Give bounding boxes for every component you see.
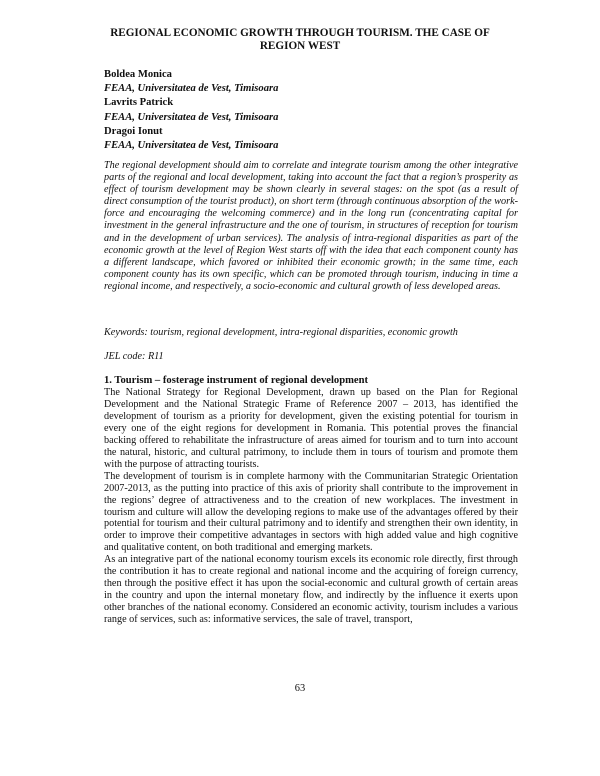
author-list	[104, 68, 524, 153]
body-text	[104, 387, 518, 626]
body-paragraph: As an integrative part of the national economy tourism excels its economic role directly, first through the contribution it has to create regional and national income and the acquiring of foreign currency, then through the positive effect it has upon the social-economic and cultural growth of certain areas in the country and upon the internal monetary flow, and indirectly by the influence it exerts upon other branches of the national economy. Considered an economic activity, tourism includes a various range of services, such as: informative services, the sale of travel, transport,	[104, 554, 518, 626]
author-name: Dragoi Ionut	[104, 125, 163, 137]
author-affiliation: FEAA, Universitatea de Vest, Timisoara	[104, 140, 279, 152]
paper-title: REGIONAL ECONOMIC GROWTH THROUGH TOURISM. THE CASE OF REGION WEST	[110, 27, 490, 52]
author-affiliation: FEAA, Universitatea de Vest, Timisoara	[104, 111, 279, 123]
author-name: Lavrits Patrick	[104, 97, 174, 109]
section-heading: 1. Tourism – fosterage instrument of regional development	[104, 375, 369, 386]
author-entry	[104, 125, 524, 153]
author-entry	[104, 68, 524, 96]
keywords: Keywords: tourism, regional development, intra-regional disparities, economic growth	[104, 327, 458, 338]
jel-code: JEL code: R11	[104, 351, 164, 362]
author-affiliation: FEAA, Universitatea de Vest, Timisoara	[104, 83, 279, 95]
body-paragraph: The National Strategy for Regional Development, drawn up based on the Plan for Regional Development and the National Strategic Frame of Reference 2007 – 2013, has identified the development of tourism as a priority for development, given the existing potential for tourism in every one of the eight regions for development in Romania. This potential proves the financial backing offered to rehabilitate the infrastructure of areas aimed for tourism and to turn into account the natural, historic, and cultural patrimony, to include them in tours of tourism and promote them with the purpose of attracting tourists.	[104, 387, 518, 470]
abstract: The regional development should aim to correlate and integrate tourism among the other integrative parts of the regional and local development, taking into account the fact that a region’s prosperity as effect of tourism development may be shown clearly in several stages: on the spot (as a result of direct consumption of the tourist product), on short term (through continuous absorption of the work-force and encouraging the welcoming commerce) and in the long run (concentrating capital for investment in the general infrastructure and the one of tourism, in structures of reception for tourism and in the development of urban services). The analysis of intra-regional disparities as part of the economic growth at the level of Region West starts off with the idea that each component county has a different landscape, which favored or inhibited their economic growth; in the same time, each component county has its own specific, which can be promoted through tourism, inducing in time a regional income, and respectively, a socio-economic and cultural growth of less developed areas.	[104, 160, 518, 292]
body-paragraph: The development of tourism is in complete harmony with the Communitarian Strategic Orientation 2007-2013, as the putting into practice of this axis of priority shall contribute to the improvement in the regions’ degree of attractiveness and to the creation of new workplaces. The investment in tourism and culture will allow the developing regions to make use of the advantages offered by their potential for tourism and their cultural patrimony and to identify and strengthen their own identity, in order to improve their competitive advantages in sectors with high added value and high cognitive and qualitative content, on both traditional and emerging markets.	[104, 470, 518, 554]
author-name: Boldea Monica	[104, 69, 172, 80]
page-number: 63	[294, 683, 306, 694]
author-entry	[104, 96, 524, 124]
